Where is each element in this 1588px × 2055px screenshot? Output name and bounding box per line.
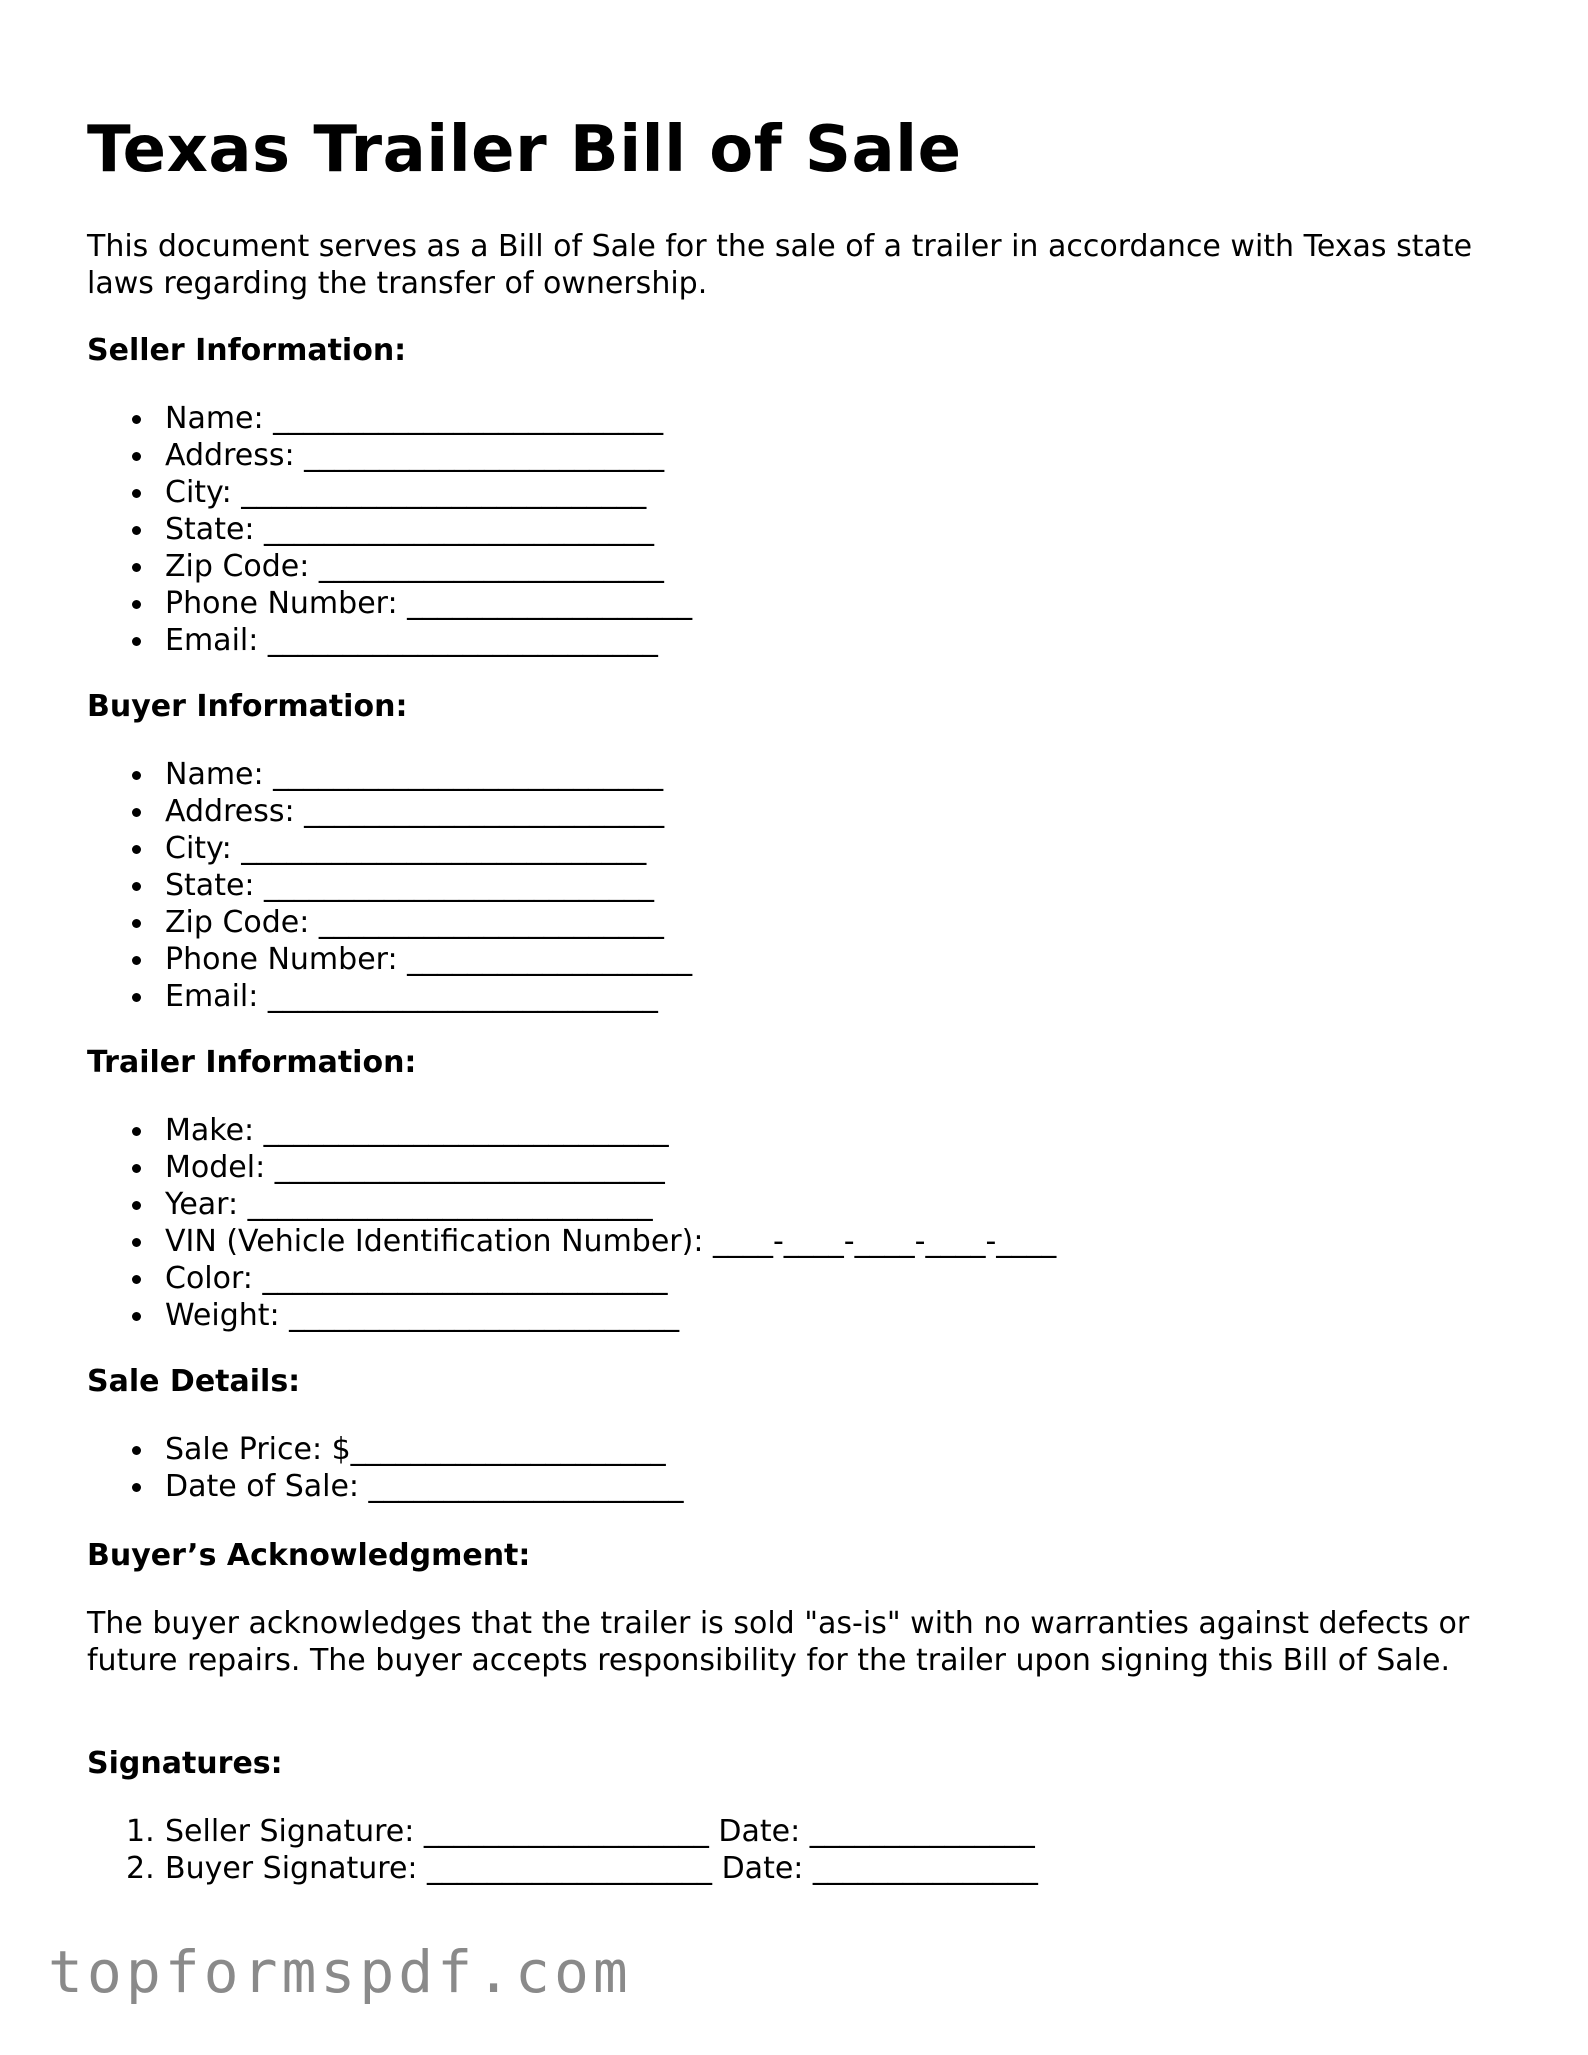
buyer-address-field: Address: ________________________ [87,793,692,830]
acknowledgment-text: The buyer acknowledges that the trailer is sold "as-is" with no warranties against defects or future repairs. The buyer accepts responsibility for the trailer upon signing this Bill of Sale. [87,1606,1470,1678]
buyer-signature-text: Buyer Signature: ___________________ Date: _______________ [165,1851,1038,1886]
signatures-heading: Signatures: [87,1746,283,1781]
buyer-fields [87,756,692,1015]
trailer-make-field: Make: ___________________________ [87,1112,1056,1149]
buyer-signature-number: 2. [126,1851,155,1886]
seller-signature-text: Seller Signature: ___________________ Date: _______________ [165,1814,1035,1849]
watermark: topformspdf.com [48,1938,632,2006]
trailer-year-field: Year: ___________________________ [87,1186,1056,1223]
buyer-phone-field: Phone Number: ___________________ [87,941,692,978]
buyer-name-field: Name: __________________________ [87,756,692,793]
trailer-fields [87,1112,1056,1334]
buyer-heading: Buyer Information: [87,689,408,724]
seller-fields [87,400,692,659]
sale-date-field: Date of Sale: _____________________ [87,1468,684,1505]
buyer-state-field: State: __________________________ [87,867,692,904]
seller-heading: Seller Information: [87,333,407,368]
seller-name-field: Name: __________________________ [87,400,692,437]
seller-address-field: Address: ________________________ [87,437,692,474]
seller-signature-line [87,1813,1038,1850]
signature-list [87,1813,1038,1887]
seller-state-field: State: __________________________ [87,511,692,548]
buyer-signature-line [87,1850,1038,1887]
acknowledgment-heading: Buyer’s Acknowledgment: [87,1538,531,1573]
seller-email-field: Email: __________________________ [87,622,692,659]
sale-price-field: Sale Price: $_____________________ [87,1431,684,1468]
buyer-zip-field: Zip Code: _______________________ [87,904,692,941]
seller-phone-field: Phone Number: ___________________ [87,585,692,622]
sale-heading: Sale Details: [87,1364,301,1399]
seller-signature-number: 1. [126,1814,155,1849]
trailer-vin-field: VIN (Vehicle Identification Number): ____-____-____-____-____ [87,1223,1056,1260]
trailer-model-field: Model: __________________________ [87,1149,1056,1186]
intro-paragraph: This document serves as a Bill of Sale for the sale of a trailer in accordance with Texas state laws regarding the transfer of ownership. [87,229,1473,301]
sale-fields [87,1431,684,1505]
trailer-heading: Trailer Information: [87,1045,417,1080]
buyer-email-field: Email: __________________________ [87,978,692,1015]
page-title: Texas Trailer Bill of Sale [87,113,962,187]
buyer-city-field: City: ___________________________ [87,830,692,867]
seller-city-field: City: ___________________________ [87,474,692,511]
seller-zip-field: Zip Code: _______________________ [87,548,692,585]
trailer-weight-field: Weight: __________________________ [87,1297,1056,1334]
trailer-color-field: Color: ___________________________ [87,1260,1056,1297]
